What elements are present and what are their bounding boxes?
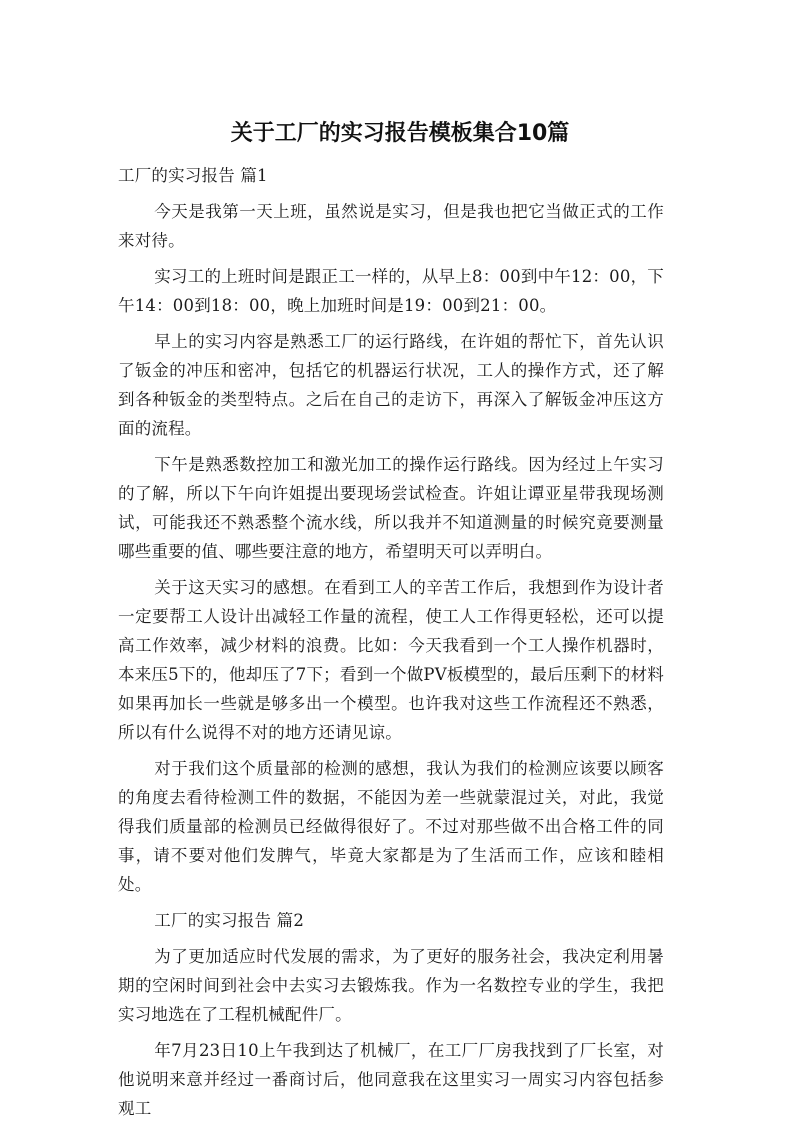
section-heading: 工厂的实习报告 篇1 bbox=[118, 166, 268, 185]
paragraph: 早上的实习内容是熟悉工厂的运行路线，在许姐的帮忙下，首先认识了钣金的冲压和密冲，包括它的机器运行状况，工人的操作方式，还了解到各种钣金的类型特点。之后在自己的走访下，再深入了解钣金冲压这方面的流程。 bbox=[118, 332, 664, 438]
section-heading: 工厂的实习报告 篇2 bbox=[154, 911, 305, 930]
paragraph: 为了更加适应时代发展的需求，为了更好的服务社会，我决定利用暑期的空闲时间到社会中去实习去锻炼我。作为一名数控专业的学生，我把实习地选在了工程机械配件厂。 bbox=[118, 947, 664, 1024]
document-body bbox=[118, 161, 664, 1123]
paragraph: 关于这天实习的感想。在看到工人的辛苦工作后，我想到作为设计者一定要帮工人设计出减轻工作量的流程，使工人工作得更轻松，还可以提高工作效率，减少材料的浪费。比如：今天我看到一个工人操作机器时，本来压5下的，他却压了7下；看到一个做PV板模型的，最后压剩下的材料如果再加长一些就是够多出一个模型。也许我对这些工作流程还不熟悉，所以有什么说得不对的地方还请见谅。 bbox=[118, 578, 664, 742]
paragraph: 实习工的上班时间是跟正工一样的，从早上8：00到中午12：00，下午14：00到18：00，晚上加班时间是19：00到21：00。 bbox=[118, 267, 664, 315]
paragraph: 年7月23日10上午我到达了机械厂，在工厂厂房我找到了厂长室，对他说明来意并经过一番商讨后，他同意我在这里实习一周实习内容包括参观工 bbox=[118, 1041, 664, 1118]
document-title: 关于工厂的实习报告模板集合10篇 bbox=[230, 121, 570, 146]
paragraph: 下午是熟悉数控加工和激光加工的操作运行路线。因为经过上午实习的了解，所以下午向许姐提出要现场尝试检查。许姐让谭亚星带我现场测试，可能我还不熟悉整个流水线，所以我并不知道测量的时候究竟要测量哪些重要的值、哪些要注意的地方，希望明天可以弄明白。 bbox=[118, 455, 664, 561]
paragraph: 对于我们这个质量部的检测的感想，我认为我们的检测应该要以顾客的角度去看待检测工件的数据，不能因为差一些就蒙混过关，对此，我觉得我们质量部的检测员已经做得很好了。不过对那些做不出合格工件的同事，请不要对他们发脾气，毕竟大家都是为了生活而工作，应该和睦相处。 bbox=[118, 759, 664, 894]
paragraph: 今天是我第一天上班，虽然说是实习，但是我也把它当做正式的工作来对待。 bbox=[118, 202, 664, 250]
